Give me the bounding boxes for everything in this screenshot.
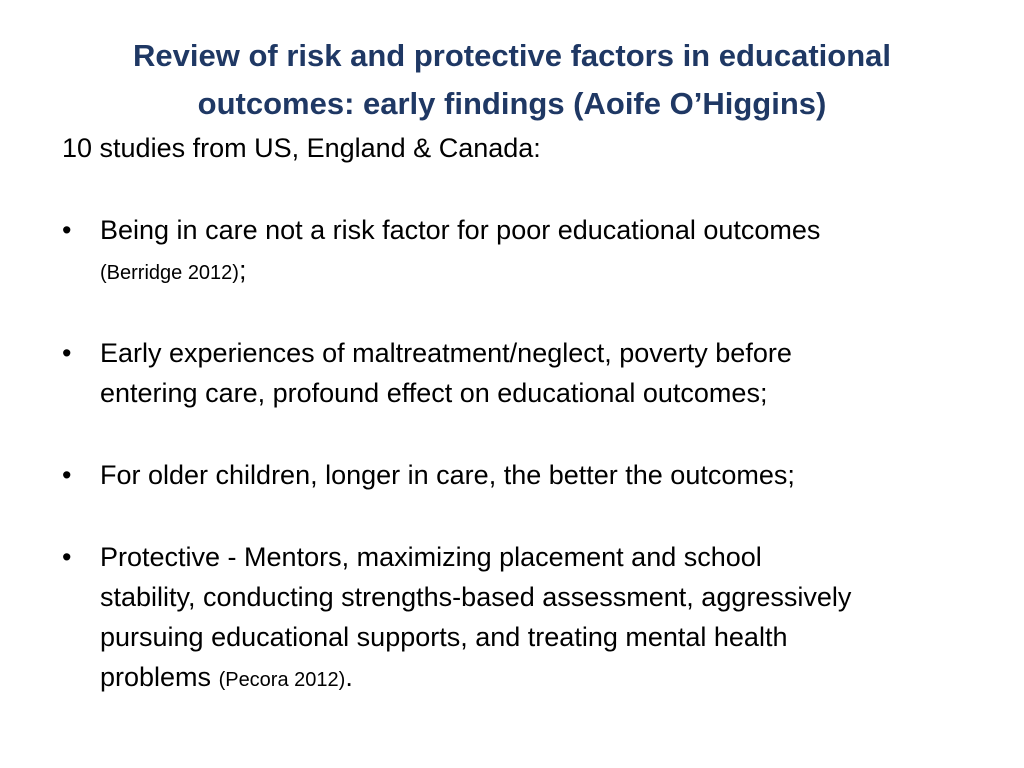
citation: (Berridge 2012) (100, 262, 239, 284)
bullet-text (100, 333, 980, 413)
bullet-text (100, 537, 980, 700)
punctuation: . (345, 662, 353, 692)
bullet-line: Early experiences of maltreatment/neglect, poverty before (100, 338, 792, 368)
bullet-text (100, 210, 980, 293)
bullet-text (100, 455, 980, 495)
slide-title (40, 32, 984, 128)
bullet-line: Being in care not a risk factor for poor educational outcomes (100, 215, 821, 245)
title-line-2: outcomes: early findings (Aoife O’Higgins) (197, 86, 827, 121)
bullet-line: pursuing educational supports, and treating mental health (100, 622, 788, 652)
bullet-line (100, 657, 980, 700)
citation: (Pecora 2012) (218, 669, 346, 691)
bullet-line-text: problems (100, 662, 212, 692)
bullet-line: stability, conducting strengths-based assessment, aggressively (100, 582, 852, 612)
bullet-line (100, 250, 980, 293)
punctuation: ; (238, 255, 247, 285)
slide-subtitle: 10 studies from US, England & Canada: (62, 133, 541, 163)
bullet-line: entering care, profound effect on educational outcomes; (100, 378, 768, 408)
title-line-1: Review of risk and protective factors in educational (133, 38, 891, 73)
bullet-dot: • (62, 542, 72, 572)
bullet-line: For older children, longer in care, the better the outcomes; (100, 460, 795, 490)
bullet-dot: • (62, 215, 72, 245)
bullet-dot: • (62, 460, 72, 490)
bullet-line: Protective - Mentors, maximizing placement and school (100, 542, 762, 572)
bullet-dot: • (62, 338, 72, 368)
